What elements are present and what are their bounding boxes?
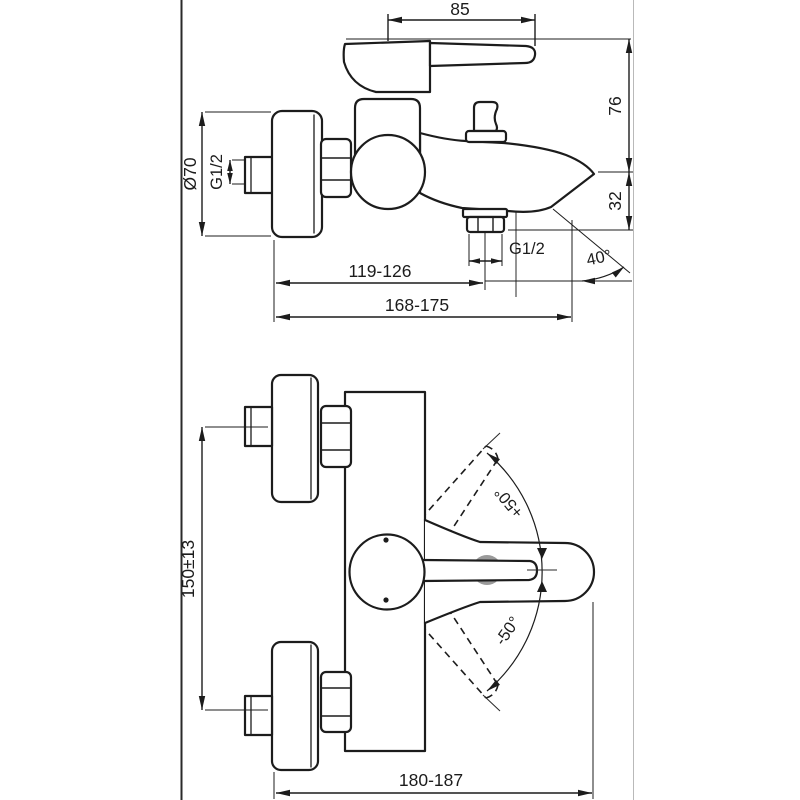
diverter-knob [474,102,497,131]
outlet-hex [467,217,504,232]
lever-cap [344,41,430,92]
hex-nut [321,139,351,197]
dim-overall-width: 180-187 [398,770,464,790]
outlet-flange [463,209,507,217]
inlet-tail [245,157,273,193]
dim-inlet-spacing: 150±13 [178,539,198,599]
side-view-parts [245,41,594,237]
hex-nut-bottom [321,672,351,732]
lever-grip-front [423,560,537,581]
dim-swing-up: +50° [491,483,528,522]
dim-lever-height: 76 [605,96,625,116]
hub-dot-bottom [383,597,388,602]
dim-inlet-thread: G1/2 [208,154,226,190]
valve-body [351,135,425,209]
spout [420,133,594,212]
diverter-flange [466,131,506,142]
lever-grip [430,43,535,66]
dim-flange-diameter: Ø70 [180,157,200,191]
dim-swing-down: -50° [491,613,525,649]
inlet-tail-bottom [245,696,272,735]
dim-outlet-thread: G1/2 [509,240,545,258]
dim-wall-to-outlet: 119-126 [348,261,412,281]
front-view [178,375,594,799]
dim-lever-length: 85 [450,0,470,19]
side-view [180,0,633,322]
dim-spout-drop: 32 [605,191,625,211]
dim-spout-angle: 40° [584,246,614,270]
dim-wall-to-spout: 168-175 [384,295,450,315]
hub-dot-top [383,537,388,542]
hex-nut-top [321,406,351,467]
